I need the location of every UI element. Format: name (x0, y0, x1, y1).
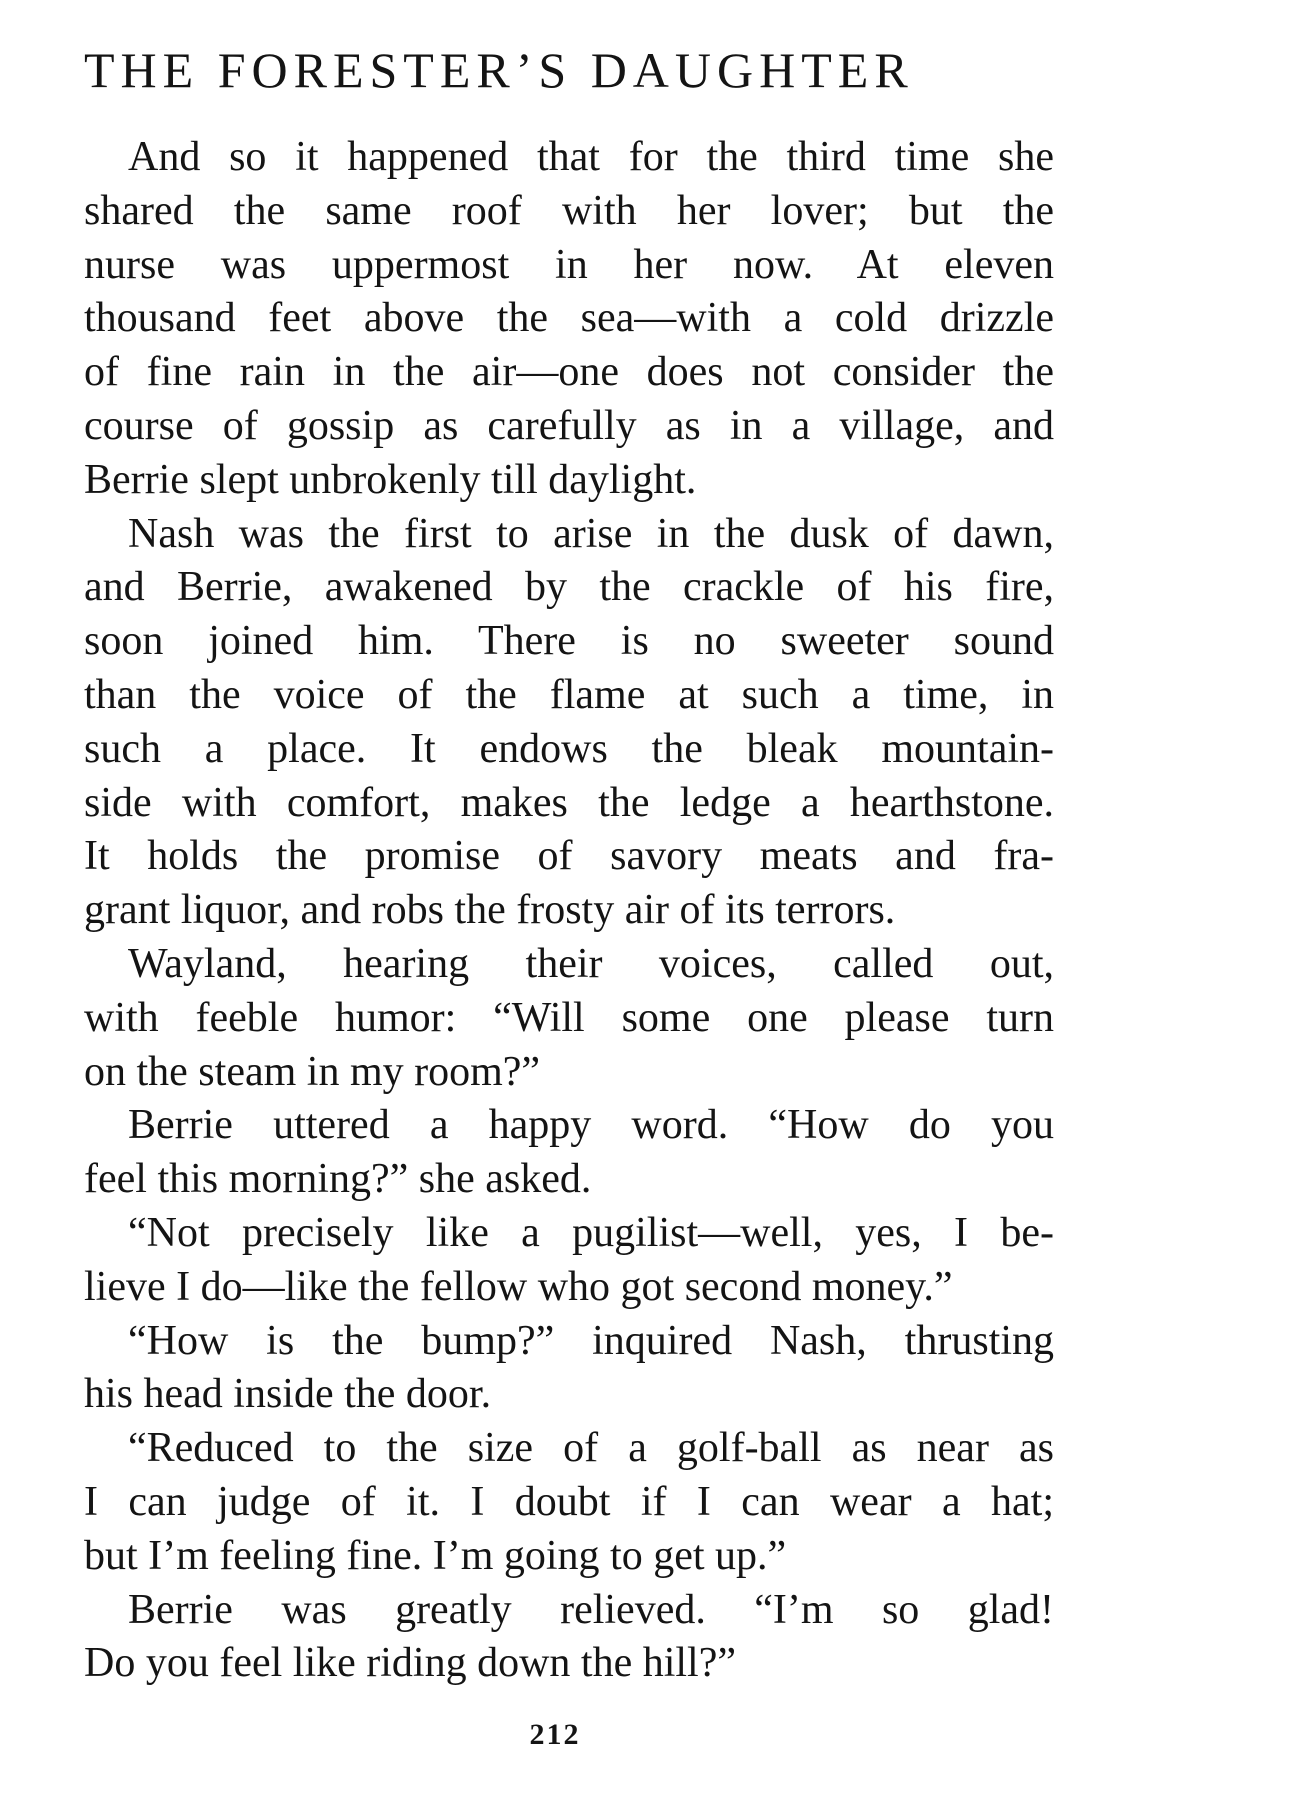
text-line: soon joined him. There is no sweeter sound (84, 618, 1054, 665)
text-line: nurse was uppermost in her now. At eleven (84, 241, 1054, 288)
text-line: Berrie was greatly relieved. “I’m so glad! (128, 1586, 1054, 1633)
text-line: but I’m feeling fine. I’m going to get up.” (84, 1532, 787, 1579)
text-line: Berrie uttered a happy word. “How do you (128, 1102, 1054, 1149)
page-number: 212 (529, 1718, 581, 1751)
text-line: than the voice of the flame at such a time, in (84, 671, 1054, 718)
text-line: shared the same roof with her lover; but the (84, 187, 1054, 234)
text-line: Berrie slept unbrokenly till daylight. (84, 456, 697, 503)
text-line: “Not precisely like a pugilist—well, yes, I be- (128, 1209, 1054, 1256)
body-text (84, 131, 1054, 1691)
text-line: his head inside the door. (84, 1371, 492, 1418)
text-line: “How is the bump?” inquired Nash, thrusting (128, 1317, 1054, 1364)
text-line: Do you feel like riding down the hill?” (84, 1640, 737, 1687)
text-line: “Reduced to the size of a golf-ball as near as (128, 1425, 1054, 1472)
text-line: on the steam in my room?” (84, 1048, 541, 1095)
text-line: And so it happened that for the third time she (128, 134, 1054, 180)
text-line: feel this morning?” she asked. (84, 1156, 592, 1203)
running-head: THE FORESTER’S DAUGHTER (84, 42, 914, 98)
text-line: side with comfort, makes the ledge a hearthstone. (84, 779, 1054, 826)
text-line: of fine rain in the air—one does not consider the (84, 349, 1054, 396)
text-line: course of gossip as carefully as in a village, and (84, 402, 1054, 449)
text-line: I can judge of it. I doubt if I can wear a hat; (84, 1478, 1054, 1525)
text-line: It holds the promise of savory meats and fra- (84, 833, 1054, 880)
text-line: thousand feet above the sea—with a cold drizzle (84, 295, 1054, 342)
text-line: with feeble humor: “Will some one please turn (84, 994, 1054, 1041)
text-line: lieve I do—like the fellow who got second money.” (84, 1263, 953, 1310)
text-line: and Berrie, awakened by the crackle of his fire, (84, 564, 1054, 611)
text-line: grant liquor, and robs the frosty air of its terrors. (84, 887, 896, 934)
text-line: Wayland, hearing their voices, called out, (128, 940, 1054, 987)
text-line: Nash was the first to arise in the dusk of dawn, (128, 510, 1054, 557)
text-line: such a place. It endows the bleak mountain- (84, 725, 1054, 772)
